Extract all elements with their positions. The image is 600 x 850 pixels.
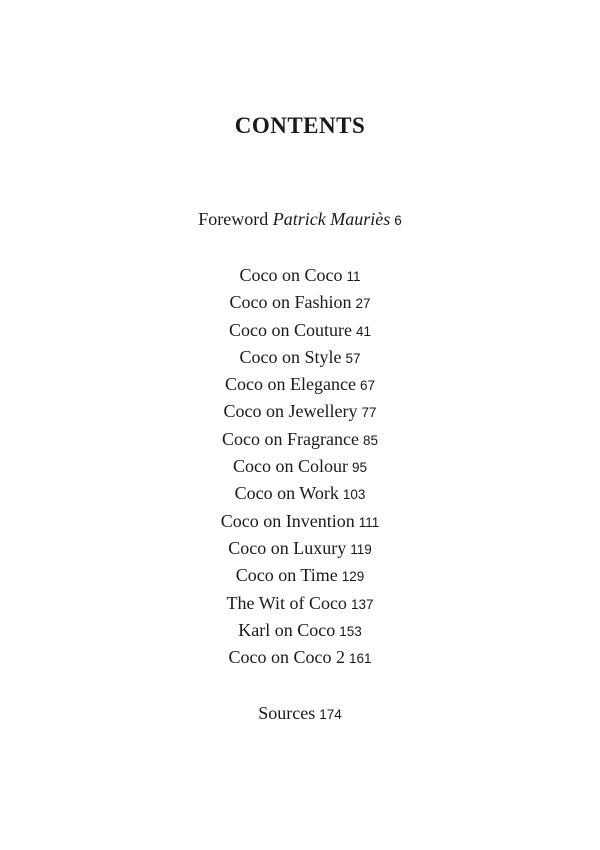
chapter-title: Coco on Invention (220, 510, 355, 531)
chapter-entry (0, 508, 600, 535)
chapter-title: Coco on Fashion (229, 292, 352, 313)
chapter-entry (0, 317, 600, 344)
sources-label: Sources (258, 703, 316, 723)
foreword-label: Foreword (198, 209, 269, 229)
chapter-title: The Wit of Coco (226, 592, 347, 613)
chapter-title: Coco on Luxury (228, 537, 347, 558)
chapter-entry (0, 398, 600, 425)
chapter-entry (0, 562, 600, 589)
chapter-entry (0, 535, 600, 562)
foreword-entry (0, 209, 600, 230)
chapter-page-number: 85 (362, 432, 378, 448)
chapter-title: Coco on Time (235, 565, 338, 586)
chapter-page-number: 161 (348, 651, 372, 667)
chapter-page-number: 103 (342, 487, 366, 503)
chapter-page-number: 111 (358, 514, 380, 530)
chapter-entry (0, 426, 600, 453)
sources-entry (0, 703, 600, 724)
foreword-author: Patrick Mauriès (272, 209, 391, 229)
chapter-title: Coco on Coco (239, 265, 343, 285)
chapter-page-number: 67 (359, 378, 375, 394)
chapter-page-number: 57 (345, 350, 361, 366)
chapter-title: Coco on Jewellery (223, 401, 358, 422)
chapter-title: Karl on Coco (238, 619, 336, 640)
chapter-entry (0, 617, 600, 644)
chapter-title: Coco on Coco 2 (228, 647, 345, 668)
chapter-page-number: 77 (361, 405, 377, 421)
chapter-page-number: 137 (350, 596, 374, 612)
chapter-entry (0, 344, 600, 371)
chapter-title: Coco on Elegance (225, 374, 356, 395)
chapter-page-number: 119 (350, 541, 372, 557)
foreword-page-number: 6 (394, 213, 402, 228)
page-title: CONTENTS (234, 113, 366, 138)
chapter-title: Coco on Colour (232, 456, 348, 477)
chapter-entry (0, 644, 600, 671)
chapter-entry (0, 590, 600, 617)
sources-page-number: 174 (319, 707, 342, 722)
chapter-list (0, 262, 600, 671)
chapter-entry (0, 262, 600, 289)
chapter-title: Coco on Fragrance (222, 428, 359, 449)
chapter-entry (0, 289, 600, 316)
chapter-entry (0, 371, 600, 398)
chapter-page-number: 27 (355, 296, 371, 312)
chapter-page-number: 11 (346, 269, 361, 284)
chapter-title: Coco on Style (239, 346, 342, 367)
chapter-page-number: 95 (351, 460, 368, 476)
chapter-title: Coco on Couture (228, 319, 352, 340)
chapter-page-number: 41 (355, 323, 372, 339)
chapter-entry (0, 480, 600, 507)
chapter-page-number: 153 (339, 623, 362, 639)
chapter-page-number: 129 (341, 569, 365, 585)
chapter-title: Coco on Work (234, 483, 339, 504)
chapter-entry (0, 453, 600, 480)
